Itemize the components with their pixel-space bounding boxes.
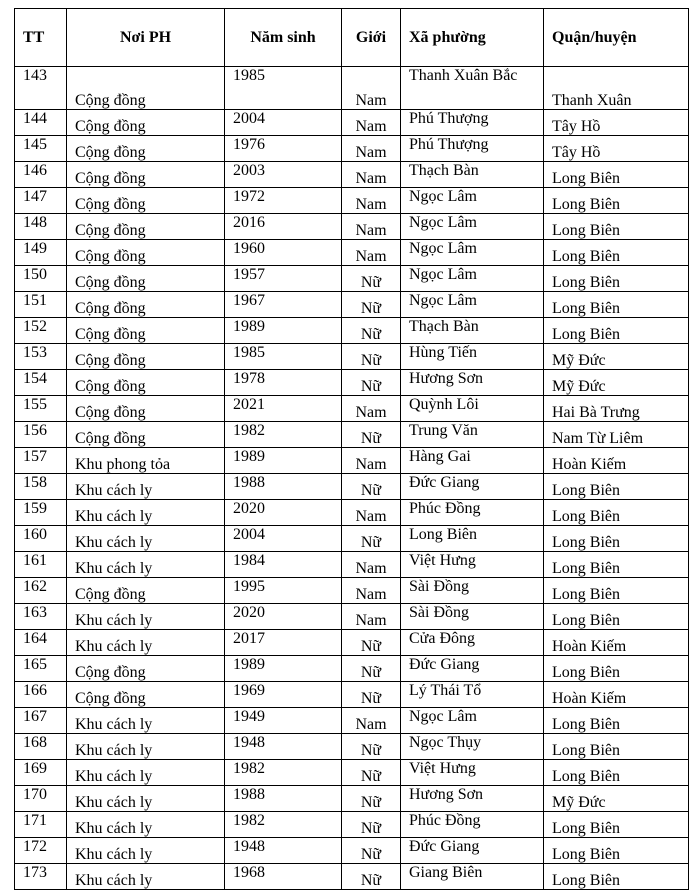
row-gioi: Nữ [342,734,401,760]
row-tt: 155 [15,396,67,422]
row-gioi: Nữ [342,344,401,370]
row-quan-huyen: Long Biên [544,734,689,760]
row-nam-sinh: 2020 [225,604,342,630]
row-noi-ph: Cộng đồng [67,292,225,318]
row-tt: 144 [15,110,67,136]
row-xa-phuong: Sài Đồng [401,604,544,630]
header-nam-sinh: Năm sinh [225,9,342,67]
row-xa-phuong: Ngọc Lâm [401,188,544,214]
row-gioi: Nam [342,67,401,110]
row-quan-huyen: Long Biên [544,838,689,864]
row-gioi: Nam [342,552,401,578]
row-xa-phuong: Việt Hưng [401,552,544,578]
row-nam-sinh: 1949 [225,708,342,734]
row-noi-ph: Khu cách ly [67,500,225,526]
row-quan-huyen: Long Biên [544,578,689,604]
row-tt: 166 [15,682,67,708]
row-gioi: Nữ [342,838,401,864]
row-quan-huyen: Long Biên [544,162,689,188]
row-xa-phuong: Phúc Đồng [401,812,544,838]
row-nam-sinh: 1978 [225,370,342,396]
row-tt: 168 [15,734,67,760]
row-noi-ph: Cộng đồng [67,370,225,396]
row-xa-phuong: Ngọc Thụy [401,734,544,760]
row-quan-huyen: Long Biên [544,708,689,734]
row-nam-sinh: 1982 [225,812,342,838]
row-tt: 160 [15,526,67,552]
row-noi-ph: Khu cách ly [67,604,225,630]
row-xa-phuong: Phú Thượng [401,110,544,136]
row-nam-sinh: 1995 [225,578,342,604]
row-gioi: Nữ [342,656,401,682]
row-tt: 150 [15,266,67,292]
table-row [15,838,689,864]
row-quan-huyen: Mỹ Đức [544,786,689,812]
row-nam-sinh: 2021 [225,396,342,422]
row-xa-phuong: Long Biên [401,526,544,552]
row-noi-ph: Khu cách ly [67,552,225,578]
row-gioi: Nam [342,604,401,630]
row-quan-huyen: Long Biên [544,604,689,630]
row-tt: 163 [15,604,67,630]
row-quan-huyen: Tây Hồ [544,136,689,162]
row-tt: 143 [15,67,67,110]
table-row [15,630,689,656]
row-nam-sinh: 1972 [225,188,342,214]
row-gioi: Nữ [342,422,401,448]
row-xa-phuong: Ngọc Lâm [401,708,544,734]
row-xa-phuong: Việt Hưng [401,760,544,786]
table-row [15,396,689,422]
row-xa-phuong: Ngọc Lâm [401,266,544,292]
row-xa-phuong: Hương Sơn [401,786,544,812]
row-noi-ph: Khu cách ly [67,734,225,760]
row-nam-sinh: 1984 [225,552,342,578]
row-tt: 165 [15,656,67,682]
table-row [15,604,689,630]
row-tt: 153 [15,344,67,370]
row-xa-phuong: Đức Giang [401,474,544,500]
row-gioi: Nữ [342,370,401,396]
table-row [15,474,689,500]
row-noi-ph: Cộng đồng [67,344,225,370]
row-xa-phuong: Ngọc Lâm [401,292,544,318]
header-tt: TT [15,9,67,67]
row-noi-ph: Cộng đồng [67,396,225,422]
row-xa-phuong: Ngọc Lâm [401,240,544,266]
row-noi-ph: Cộng đồng [67,136,225,162]
row-nam-sinh: 2016 [225,214,342,240]
header-noi-ph: Nơi PH [67,9,225,67]
row-tt: 154 [15,370,67,396]
table-row [15,292,689,318]
table-row [15,760,689,786]
row-quan-huyen: Long Biên [544,474,689,500]
table-row [15,526,689,552]
row-noi-ph: Cộng đồng [67,240,225,266]
table-row [15,136,689,162]
table-row [15,578,689,604]
row-tt: 157 [15,448,67,474]
row-nam-sinh: 2017 [225,630,342,656]
table-row [15,110,689,136]
table-row [15,656,689,682]
row-gioi: Nam [342,110,401,136]
row-noi-ph: Cộng đồng [67,188,225,214]
row-tt: 147 [15,188,67,214]
row-quan-huyen: Long Biên [544,214,689,240]
row-tt: 170 [15,786,67,812]
row-nam-sinh: 1985 [225,344,342,370]
row-tt: 167 [15,708,67,734]
row-quan-huyen: Hoàn Kiếm [544,448,689,474]
table-row [15,344,689,370]
row-noi-ph: Cộng đồng [67,162,225,188]
row-xa-phuong: Cửa Đông [401,630,544,656]
row-noi-ph: Khu phong tỏa [67,448,225,474]
table-row [15,786,689,812]
row-tt: 149 [15,240,67,266]
row-gioi: Nữ [342,318,401,344]
row-tt: 148 [15,214,67,240]
table-row [15,500,689,526]
row-quan-huyen: Hai Bà Trưng [544,396,689,422]
row-noi-ph: Khu cách ly [67,526,225,552]
row-tt: 173 [15,864,67,890]
row-xa-phuong: Hàng Gai [401,448,544,474]
table-row [15,812,689,838]
row-gioi: Nam [342,136,401,162]
row-gioi: Nam [342,396,401,422]
row-noi-ph: Khu cách ly [67,630,225,656]
header-row [15,9,689,67]
row-gioi: Nam [342,578,401,604]
row-quan-huyen: Tây Hồ [544,110,689,136]
row-tt: 161 [15,552,67,578]
row-nam-sinh: 1967 [225,292,342,318]
row-gioi: Nữ [342,292,401,318]
row-noi-ph: Khu cách ly [67,786,225,812]
row-noi-ph: Khu cách ly [67,864,225,890]
row-noi-ph: Cộng đồng [67,214,225,240]
row-quan-huyen: Mỹ Đức [544,370,689,396]
row-noi-ph: Cộng đồng [67,266,225,292]
row-nam-sinh: 1985 [225,67,342,110]
table-row [15,448,689,474]
table-row [15,682,689,708]
row-nam-sinh: 1988 [225,786,342,812]
row-nam-sinh: 2004 [225,526,342,552]
row-tt: 158 [15,474,67,500]
row-quan-huyen: Long Biên [544,188,689,214]
row-nam-sinh: 1968 [225,864,342,890]
cases-table [14,8,689,890]
row-noi-ph: Cộng đồng [67,422,225,448]
row-tt: 162 [15,578,67,604]
row-gioi: Nam [342,500,401,526]
row-quan-huyen: Hoàn Kiếm [544,630,689,656]
row-nam-sinh: 1989 [225,318,342,344]
row-quan-huyen: Long Biên [544,240,689,266]
row-xa-phuong: Hùng Tiến [401,344,544,370]
row-quan-huyen: Mỹ Đức [544,344,689,370]
row-nam-sinh: 1988 [225,474,342,500]
row-quan-huyen: Long Biên [544,864,689,890]
row-gioi: Nam [342,162,401,188]
table-body [15,67,689,890]
table-row [15,162,689,188]
row-tt: 156 [15,422,67,448]
table-row [15,67,689,110]
row-quan-huyen: Long Biên [544,292,689,318]
row-gioi: Nam [342,448,401,474]
row-gioi: Nam [342,240,401,266]
row-tt: 159 [15,500,67,526]
row-nam-sinh: 1948 [225,734,342,760]
row-quan-huyen: Long Biên [544,526,689,552]
row-quan-huyen: Nam Từ Liêm [544,422,689,448]
row-quan-huyen: Long Biên [544,500,689,526]
row-tt: 151 [15,292,67,318]
row-noi-ph: Khu cách ly [67,760,225,786]
row-xa-phuong: Sài Đồng [401,578,544,604]
row-tt: 172 [15,838,67,864]
row-xa-phuong: Quỳnh Lôi [401,396,544,422]
row-gioi: Nữ [342,474,401,500]
row-noi-ph: Cộng đồng [67,318,225,344]
row-xa-phuong: Thanh Xuân Bắc [401,67,544,110]
row-noi-ph: Cộng đồng [67,682,225,708]
row-gioi: Nữ [342,786,401,812]
row-nam-sinh: 2003 [225,162,342,188]
row-tt: 145 [15,136,67,162]
table-row [15,370,689,396]
row-nam-sinh: 2020 [225,500,342,526]
row-noi-ph: Khu cách ly [67,474,225,500]
row-quan-huyen: Thanh Xuân [544,67,689,110]
header-xa-phuong: Xã phường [401,9,544,67]
row-xa-phuong: Trung Văn [401,422,544,448]
row-noi-ph: Cộng đồng [67,578,225,604]
header-quan-huyen: Quận/huyện [544,9,689,67]
table-row [15,422,689,448]
row-noi-ph: Khu cách ly [67,838,225,864]
row-gioi: Nữ [342,682,401,708]
row-xa-phuong: Đức Giang [401,838,544,864]
row-gioi: Nữ [342,760,401,786]
row-xa-phuong: Phú Thượng [401,136,544,162]
row-gioi: Nam [342,214,401,240]
row-quan-huyen: Long Biên [544,266,689,292]
table-row [15,240,689,266]
row-tt: 152 [15,318,67,344]
row-xa-phuong: Thạch Bàn [401,318,544,344]
row-gioi: Nam [342,188,401,214]
row-tt: 171 [15,812,67,838]
table-row [15,214,689,240]
row-xa-phuong: Đức Giang [401,656,544,682]
row-nam-sinh: 1989 [225,448,342,474]
row-noi-ph: Khu cách ly [67,708,225,734]
row-gioi: Nữ [342,812,401,838]
row-gioi: Nữ [342,266,401,292]
row-quan-huyen: Long Biên [544,552,689,578]
table-row [15,318,689,344]
row-gioi: Nữ [342,526,401,552]
row-nam-sinh: 1957 [225,266,342,292]
row-noi-ph: Khu cách ly [67,812,225,838]
row-noi-ph: Cộng đồng [67,656,225,682]
row-noi-ph: Cộng đồng [67,110,225,136]
row-noi-ph: Cộng đồng [67,67,225,110]
row-nam-sinh: 1960 [225,240,342,266]
row-quan-huyen: Long Biên [544,656,689,682]
table-row [15,864,689,890]
row-gioi: Nữ [342,864,401,890]
row-quan-huyen: Long Biên [544,760,689,786]
row-quan-huyen: Long Biên [544,318,689,344]
row-xa-phuong: Giang Biên [401,864,544,890]
row-nam-sinh: 1989 [225,656,342,682]
table-row [15,708,689,734]
header-gioi: Giới [342,9,401,67]
row-gioi: Nữ [342,630,401,656]
row-gioi: Nam [342,708,401,734]
row-tt: 164 [15,630,67,656]
row-nam-sinh: 1948 [225,838,342,864]
table-row [15,266,689,292]
row-xa-phuong: Ngọc Lâm [401,214,544,240]
row-nam-sinh: 1976 [225,136,342,162]
row-xa-phuong: Lý Thái Tổ [401,682,544,708]
row-nam-sinh: 1969 [225,682,342,708]
row-tt: 146 [15,162,67,188]
row-quan-huyen: Hoàn Kiếm [544,682,689,708]
row-xa-phuong: Thạch Bàn [401,162,544,188]
row-tt: 169 [15,760,67,786]
row-nam-sinh: 1982 [225,760,342,786]
table-row [15,552,689,578]
table-row [15,188,689,214]
row-nam-sinh: 2004 [225,110,342,136]
row-xa-phuong: Hương Sơn [401,370,544,396]
row-xa-phuong: Phúc Đồng [401,500,544,526]
row-quan-huyen: Long Biên [544,812,689,838]
table-row [15,734,689,760]
row-nam-sinh: 1982 [225,422,342,448]
